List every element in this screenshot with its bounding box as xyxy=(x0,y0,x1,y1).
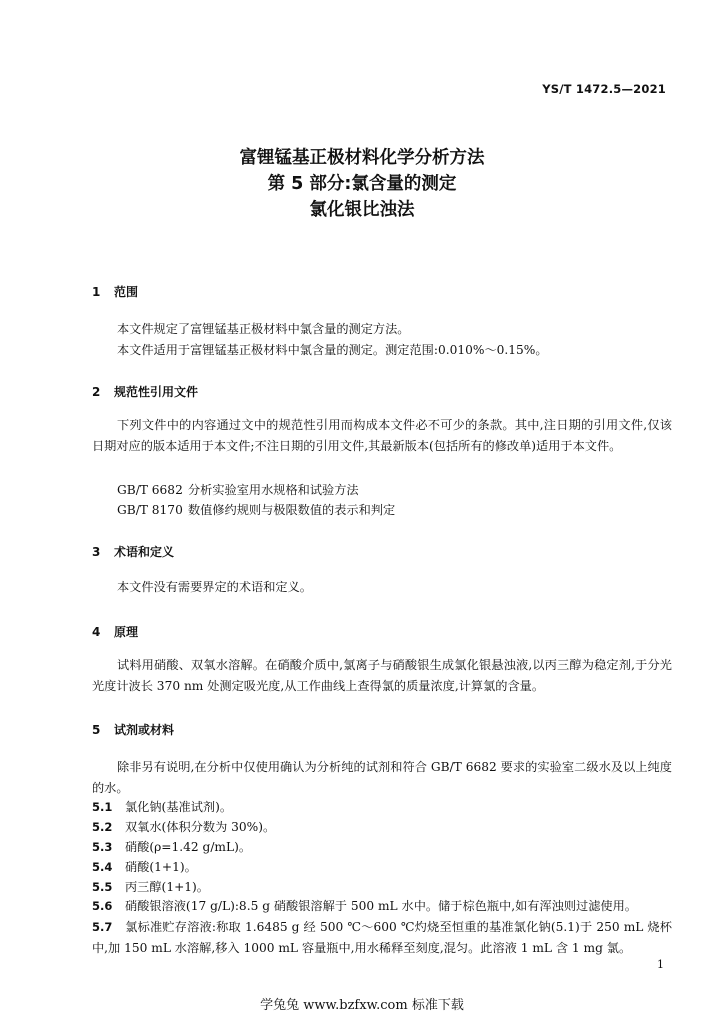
title-line-1: 富锂锰基正极材料化学分析方法 xyxy=(239,148,485,168)
item-text: 硝酸银溶液(17 g/L):8.5 g 硝酸银溶解于 500 mL 水中。储于棕色瓶中,如有浑浊则过滤使用。 xyxy=(125,899,637,913)
item-text: 硝酸(1+1)。 xyxy=(125,860,197,874)
section-number: 2 xyxy=(92,385,101,399)
scope-line-2: 本文件适用于富锂锰基正极材料中氯含量的测定。测定范围:0.010%～0.15%。 xyxy=(117,343,548,357)
reference-code: GB/T 6682 xyxy=(117,483,183,497)
reference-title: 分析实验室用水规格和试验方法 xyxy=(188,483,359,497)
section-1-heading xyxy=(92,283,138,300)
section-title: 术语和定义 xyxy=(114,545,175,559)
item-text: 丙三醇(1+1)。 xyxy=(125,880,209,894)
item-text: 氯标准贮存溶液:称取 1.6485 g 经 500 ℃～600 ℃灼烧至恒重的基准氯化钠(5.1)于 250 mL 烧杯中,加 150 mL 水溶解,移入 1000 mL 容量瓶中,用水稀释至刻度,混匀。此溶液 1 mL 含 1 mg 氯。 xyxy=(92,920,672,955)
section-3-heading xyxy=(92,543,174,560)
title-line-3: 氯化银比浊法 xyxy=(309,200,415,220)
normative-references-paragraph: 下列文件中的内容通过文中的规范性引用而构成本文件必不可少的条款。其中,注日期的引用文件,仅该日期对应的版本适用于本文件;不注日期的引用文件,其最新版本(包括所有的修改单)适用于本文件。 xyxy=(92,418,672,453)
section-5-heading xyxy=(92,721,174,738)
section-title: 试剂或材料 xyxy=(114,723,175,737)
reagent-item xyxy=(92,878,209,895)
reagent-item xyxy=(92,858,197,875)
section-number: 5 xyxy=(92,723,101,737)
standard-number: YS/T 1472.5—2021 xyxy=(542,82,666,96)
section-number: 3 xyxy=(92,545,101,559)
item-text: 双氧水(体积分数为 30%)。 xyxy=(125,820,276,834)
scope-line-1: 本文件规定了富锂锰基正极材料中氯含量的测定方法。 xyxy=(117,322,410,336)
section-2-heading xyxy=(92,383,198,400)
section-title: 原理 xyxy=(114,625,139,639)
principle-paragraph: 试料用硝酸、双氧水溶解。在硝酸介质中,氯离子与硝酸银生成氯化银悬浊液,以丙三醇为稳定剂,于分光光度计波长 370 nm 处测定吸光度,从工作曲线上查得氯的质量浓度,计算氯的含量。 xyxy=(92,658,672,693)
title-line-2: 第 5 部分:氯含量的测定 xyxy=(267,174,457,194)
reference-title: 数值修约规则与极限数值的表示和判定 xyxy=(188,503,396,517)
reference-code: GB/T 8170 xyxy=(117,503,183,517)
item-number: 5.7 xyxy=(92,920,113,934)
page-number: 1 xyxy=(657,958,664,971)
reagent-item xyxy=(92,896,672,917)
footer-watermark: 学兔兔 www.bzfxw.com 标准下载 xyxy=(260,998,464,1013)
reagent-item xyxy=(92,798,232,815)
reagent-item xyxy=(92,818,275,835)
section-title: 范围 xyxy=(114,285,139,299)
reference-item xyxy=(117,481,359,498)
reference-item xyxy=(117,501,395,518)
item-number: 5.5 xyxy=(92,880,113,894)
terms-paragraph: 本文件没有需要界定的术语和定义。 xyxy=(117,580,312,594)
reagent-item xyxy=(92,838,251,855)
item-number: 5.3 xyxy=(92,840,113,854)
item-text: 氯化钠(基准试剂)。 xyxy=(125,800,233,814)
reagent-item xyxy=(92,917,672,958)
item-number: 5.6 xyxy=(92,899,113,913)
section-number: 1 xyxy=(92,285,101,299)
section-title: 规范性引用文件 xyxy=(114,385,199,399)
item-number: 5.1 xyxy=(92,800,113,814)
section-number: 4 xyxy=(92,625,101,639)
section-4-heading xyxy=(92,623,138,640)
item-number: 5.2 xyxy=(92,820,113,834)
document-title xyxy=(0,145,724,223)
item-text: 硝酸(ρ=1.42 g/mL)。 xyxy=(125,840,252,854)
item-number: 5.4 xyxy=(92,860,113,874)
reagents-paragraph: 除非另有说明,在分析中仅使用确认为分析纯的试剂和符合 GB/T 6682 要求的实验室二级水及以上纯度的水。 xyxy=(92,760,672,795)
